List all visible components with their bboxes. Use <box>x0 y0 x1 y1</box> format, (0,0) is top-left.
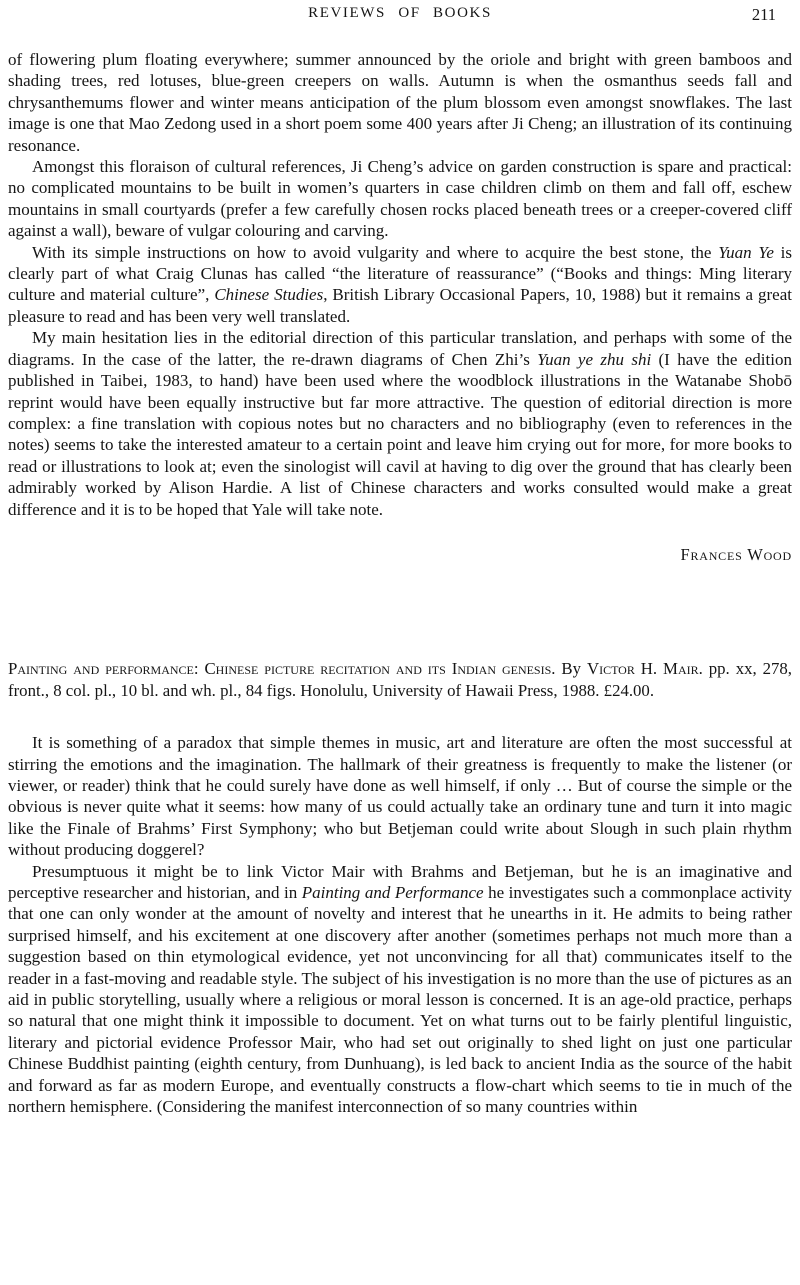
text-run: he investigates such a commonplace activity that one can only wonder at the amount of novelty and interest that he unearths in it. He admits to being rather surprised himself, and his excitement at one discovery after another (sometimes perhaps not much more than a suggestion based on thin etymological evidence, yet not unconvincing for all that) communicates itself to the reader in a fast-moving and readable style. The subject of his investigation is no more than the use of pictures as an aid in public storytelling, usually where a religious or moral lesson is concerned. It is an age-old practice, perhaps so natural that one might think it impossible to document. Yet on what turns out to be fairly plentiful linguistic, literary and pictorial evidence Professor Mair, who had set out originally to shed light on just one particular Chinese Buddhist painting (eighth century, from Dunhuang), is led back to ancient India as the source of the habit and forward as far as modern Europe, and eventually constructs a flow-chart which seems to tie in much of the northern hemisphere. (Considering the manifest interconnection of so many countries within <box>8 882 792 1117</box>
page-header <box>8 5 792 26</box>
page-number: 211 <box>751 5 776 24</box>
paragraph <box>8 156 792 242</box>
text-run: It is something of a paradox that simple themes in music, art and literature are often the most successful at stirring the emotions and the imagination. The hallmark of their greatness is frequently to make the listener (or viewer, or reader) think that he could surely have done as well himself, if only … But of course the simple or the obvious is never quite what it seems: how many of us could actually take an ordinary tune and turn it into magic like the Finale of Brahms’ First Symphony; who but Betjeman could write about Slough in such plain rhythm without producing doggerel? <box>8 733 792 860</box>
italic-text-run: Yuan Ye <box>718 242 774 262</box>
text-run: (I have the edition published in Taibei, 1983, to hand) have been used where the woodblock illustrations in the Watanabe Shobō reprint would have been equally instructive but far more attractive. The question of editorial direction is more complex: a fine translation with copious notes but no characters and no bibliography (even to references in the notes) seems to take the interested amateur to a certain point and leave him crying out for more, for more books to read or illustrations to look at; even the sinologist will cavil at having to dig over the ground that has clearly been admirably worked by Alison Hardie. A list of Chinese characters and works consulted would make a great difference and it is to be hoped that Yale will take note. <box>8 349 792 519</box>
running-head-title: REVIEWS OF BOOKS <box>308 5 492 21</box>
paragraph <box>8 861 792 1118</box>
italic-text-run: Painting and Performance <box>301 882 484 902</box>
text-run: With its simple instructions on how to avoid vulgarity and where to acquire the best stone, the <box>32 242 719 262</box>
paragraph <box>8 732 792 860</box>
text-run: My main hesitation lies in the editorial direction of this particular translation, and perhaps with some of the diagrams. In the case of the latter, the re-drawn diagrams of Chen Zhi’s <box>8 328 792 369</box>
smallcaps-text-run: Victor H. Mair <box>586 658 699 678</box>
text-run: Amongst this floraison of cultural references, Ji Cheng’s advice on garden construction is spare and practical: no complicated mountains to be built in women’s quarters in case children climb on them and fall off, eschew mountains in small courtyards (prefer a few carefully chosen rocks placed beneath trees or a creeper-covered cliff against a wall), beware of vulgar colouring and carving. <box>8 157 792 241</box>
text-run: , British Library Occasional Papers, 10, 1988) but it remains a great pleasure to read and has been very well translated. <box>8 285 792 326</box>
text-run: of flowering plum floating everywhere; summer announced by the oriole and bright with green bamboos and shading trees, red lotuses, blue-green creepers on walls. Autumn is when the osmanthus seeds fall and chrysanthemums flower and winter means anticipation of the plum blossom even amongst snowflakes. The last image is one that Mao Zedong used in a short poem some 400 years after Ji Cheng; an illustration of its continuing resonance. <box>8 50 792 155</box>
smallcaps-text-run: Painting and performance: Chinese picture recitation and its Indian genesis. <box>8 658 556 678</box>
paragraph <box>8 242 792 328</box>
review-heading <box>8 658 792 701</box>
text-run: . pp. xx, 278, front., 8 col. pl., 10 bl. and wh. pl., 84 figs. Honolulu, University of Hawaii Press, 1988. £24.00. <box>8 658 792 700</box>
italic-text-run: Yuan ye zhu shi <box>537 349 652 369</box>
reviewer-signature: Frances Wood <box>680 544 792 564</box>
review-mair <box>8 658 792 1118</box>
paragraph <box>8 49 792 156</box>
text-run: is clearly part of what Craig Clunas has called “the literature of reassurance” (“Books and things: Ming literary culture and material culture”, <box>8 242 792 305</box>
paragraph <box>8 327 792 520</box>
italic-text-run: Chinese Studies <box>214 285 324 305</box>
text-run: Presumptuous it might be to link Victor Mair with Brahms and Betjeman, but he is an imaginative and perceptive researcher and historian, and in <box>8 861 792 902</box>
review-garden-continuation <box>8 49 792 565</box>
text-run: By <box>555 658 587 678</box>
